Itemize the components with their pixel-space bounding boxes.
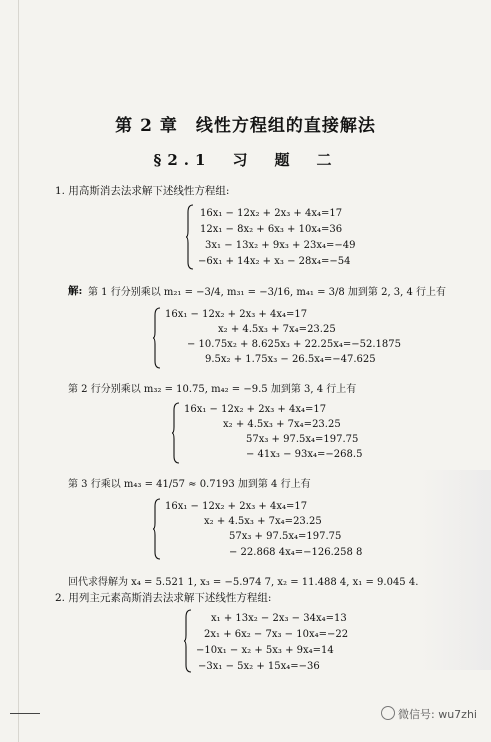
step-2-eq-3: 57x₃ + 97.5x₄=197.75 xyxy=(246,434,359,445)
step-2-brace xyxy=(172,402,180,464)
system-1-brace xyxy=(186,204,194,270)
step-2-eq-1: 16x₁ − 12x₂ + 2x₃ + 4x₄=17 xyxy=(184,404,327,415)
step-3-eq-1: 16x₁ − 12x₂ + 2x₃ + 4x₄=17 xyxy=(165,501,308,512)
system-2-eq-2: 2x₁ + 6x₂ − 7x₃ − 10x₄=−22 xyxy=(204,629,349,640)
system-1-eq-2: 12x₁ − 8x₂ + 6x₃ + 10x₄=36 xyxy=(200,224,343,235)
watermark xyxy=(381,706,477,722)
system-2-brace xyxy=(184,609,192,673)
system-2-eq-1: x₁ + 13x₂ − 2x₃ − 34x₄=13 xyxy=(211,613,347,624)
step-1-brace xyxy=(153,307,161,369)
step-3-eq-3: 57x₃ + 97.5x₄=197.75 xyxy=(229,531,342,542)
problem-1-prompt: 1. 用高斯消去法求解下述线性方程组: xyxy=(55,185,230,197)
scan-shadow xyxy=(421,470,491,670)
footer-rule xyxy=(10,713,40,714)
step-2-text: 第 2 行分别乘以 m₃₂ = 10.75, m₄₂ = −9.5 加到第 3, 4 行上有 xyxy=(68,384,357,395)
step-1-eq-3: − 10.75x₂ + 8.625x₃ + 22.25x₄=−52.1875 xyxy=(187,339,401,350)
step-1-text: 第 1 行分别乘以 m₂₁ = −3/4, m₃₁ = −3/16, m₄₁ = 3/8 加到第 2, 3, 4 行上有 xyxy=(88,287,447,298)
solution-label: 解: xyxy=(68,285,83,297)
step-1-eq-1: 16x₁ − 12x₂ + 2x₃ + 4x₄=17 xyxy=(165,309,308,320)
system-1-eq-4: −6x₁ + 14x₂ + x₃ − 28x₄=−54 xyxy=(198,256,351,267)
step-3-eq-4: − 22.868 4x₄=−126.258 8 xyxy=(229,547,363,558)
problem-2-prompt: 2. 用列主元素高斯消去法求解下述线性方程组: xyxy=(55,592,272,604)
system-2-eq-3: −10x₁ − x₂ + 5x₃ + 9x₄=14 xyxy=(196,645,334,656)
wechat-icon xyxy=(381,706,395,720)
section-title: §2.1 习 题 二 xyxy=(153,151,338,169)
system-2-eq-4: −3x₁ − 5x₂ + 15x₄=−36 xyxy=(198,661,320,672)
step-3-brace xyxy=(153,498,161,560)
watermark-text: 微信号: wu7zhi xyxy=(398,708,477,721)
step-1-eq-4: 9.5x₂ + 1.75x₃ − 26.5x₄=−47.625 xyxy=(205,354,376,365)
step-2-eq-4: − 41x₃ − 93x₄=−268.5 xyxy=(246,449,363,460)
system-1-eq-3: 3x₁ − 13x₂ + 9x₃ + 23x₄=−49 xyxy=(205,240,356,251)
step-3-text: 第 3 行乘以 m₄₃ = 41/57 ≈ 0.7193 加到第 4 行上有 xyxy=(68,479,311,490)
chapter-title: 第 2 章 线性方程组的直接解法 xyxy=(115,116,376,136)
step-3-eq-2: x₂ + 4.5x₃ + 7x₄=23.25 xyxy=(204,516,322,527)
step-2-eq-2: x₂ + 4.5x₃ + 7x₄=23.25 xyxy=(223,419,341,430)
problem-1-answer: 回代求得解为 x₄ = 5.521 1, x₃ = −5.974 7, x₂ = 11.488 4, x₁ = 9.045 4. xyxy=(68,577,419,588)
step-1-eq-2: x₂ + 4.5x₃ + 7x₄=23.25 xyxy=(218,324,336,335)
system-1-eq-1: 16x₁ − 12x₂ + 2x₃ + 4x₄=17 xyxy=(200,208,343,219)
